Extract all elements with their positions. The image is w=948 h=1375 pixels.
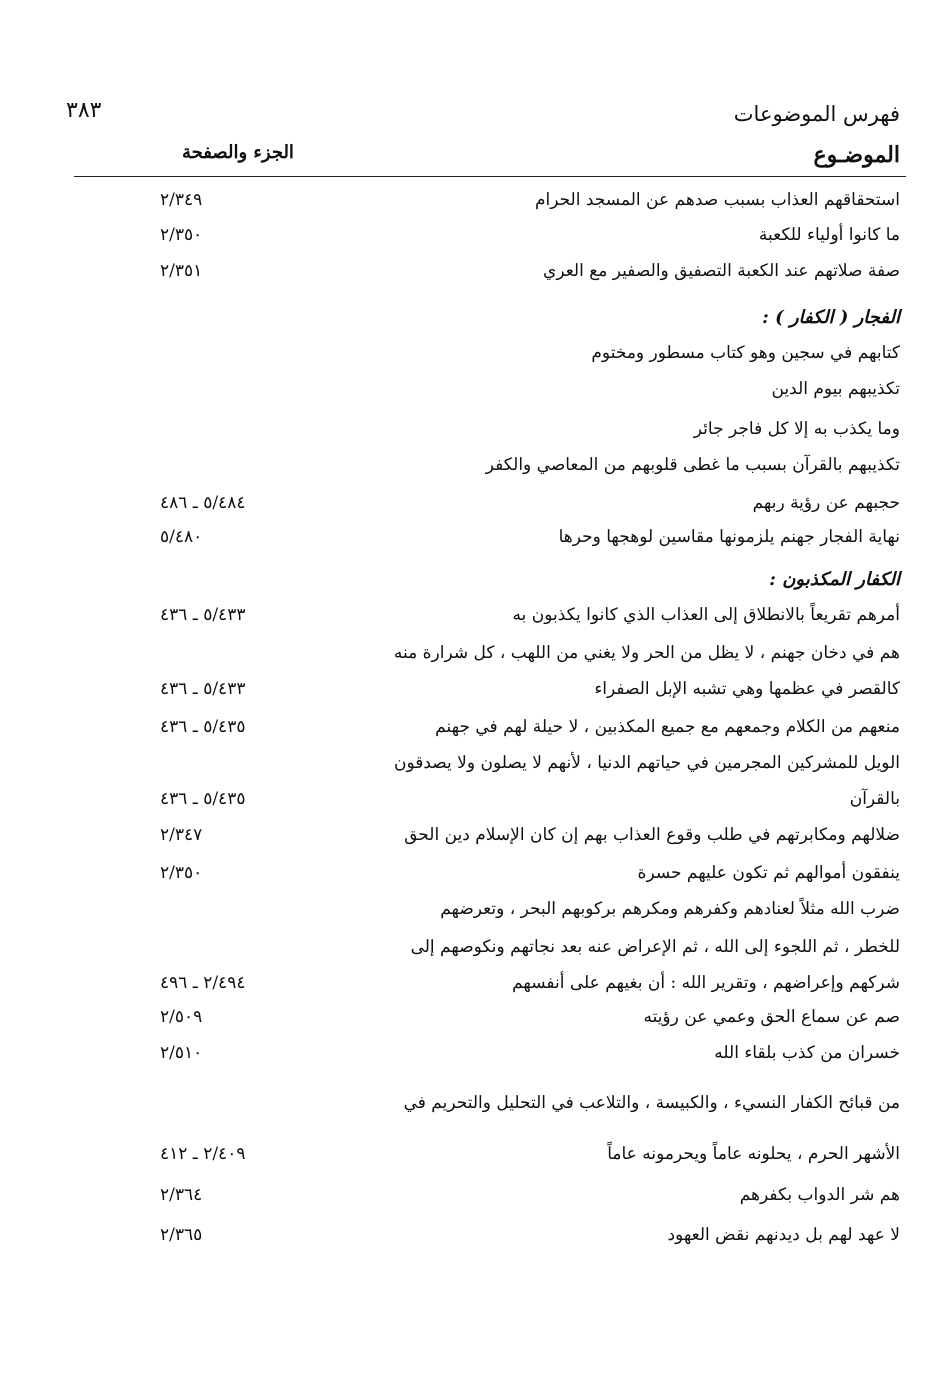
topic-text: صم عن سماع الحق وعمي عن رؤيته — [643, 1007, 900, 1027]
volume-page-ref: ٥/٤٨٤ ـ ٤٨٦ — [160, 493, 246, 513]
topic-text: شركهم وإعراضهم ، وتقرير الله : أن بغيهم على أنفسهم — [512, 973, 900, 993]
section-heading-row — [0, 563, 948, 599]
volume-page-ref: ٢/٣٥١ — [160, 261, 203, 281]
index-row — [0, 967, 948, 1003]
topic-text: بالقرآن — [849, 789, 900, 809]
column-header-volume-page: الجزء والصفحة — [182, 142, 294, 163]
volume-page-ref: ٥/٤٣٥ ـ ٤٣٦ — [160, 717, 246, 737]
index-row — [0, 599, 948, 635]
section-heading-row — [0, 301, 948, 337]
index-row — [0, 373, 948, 409]
topic-text: الأشهر الحرم ، يحلونه عاماً ويحرمونه عاماً — [607, 1144, 900, 1164]
volume-page-ref: ٥/٤٣٣ ـ ٤٣٦ — [160, 679, 246, 699]
index-row — [0, 255, 948, 291]
volume-page-ref: ٥/٤٨٠ — [160, 527, 203, 547]
running-title: فهرس الموضوعات — [733, 102, 900, 126]
volume-page-ref: ٥/٤٣٣ ـ ٤٣٦ — [160, 605, 246, 625]
topic-text: استحقاقهم العذاب بسبب صدهم عن المسجد الحرام — [534, 190, 900, 210]
topic-text: تكذيبهم بالقرآن بسبب ما غطى قلوبهم من المعاصي والكفر — [485, 455, 900, 475]
topic-text: كتابهم في سجين وهو كتاب مسطور ومختوم — [591, 343, 900, 363]
topic-text: من قبائح الكفار النسيء ، والكبيسة ، والتلاعب في التحليل والتحريم في — [403, 1093, 900, 1113]
index-row — [0, 449, 948, 485]
topic-text: للخطر ، ثم اللجوء إلى الله ، ثم الإعراض عنه بعد نجاتهم ونكوصهم إلى — [410, 937, 900, 957]
topic-text: أمرهم تقريعاً بالانطلاق إلى العذاب الذي كانوا يكذبون به — [512, 605, 900, 625]
volume-page-ref: ٢/٣٥٠ — [160, 863, 203, 883]
topic-text: كالقصر في عظمها وهي تشبه الإبل الصفراء — [594, 679, 900, 699]
volume-page-ref: ٢/٥١٠ — [160, 1043, 203, 1063]
topic-text: ضلالهم ومكابرتهم في طلب وقوع العذاب بهم إن كان الإسلام دين الحق — [404, 825, 900, 845]
page-number: ٣٨٣ — [66, 98, 102, 123]
topic-text: حجبهم عن رؤية ربهم — [752, 493, 900, 513]
section-heading: الكفار المكذبون : — [769, 569, 900, 590]
index-row — [0, 184, 948, 220]
index-row — [0, 857, 948, 893]
index-row — [0, 819, 948, 855]
index-row — [0, 337, 948, 373]
volume-page-ref: ٢/٣٦٤ — [160, 1185, 203, 1205]
topic-text: نهاية الفجار جهنم يلزمونها مقاسين لوهجها وحرها — [558, 527, 900, 547]
index-row — [0, 673, 948, 709]
topic-text: ضرب الله مثلاً لعنادهم وكفرهم ومكرهم بركوبهم البحر ، وتعرضهم — [440, 899, 900, 919]
topic-text: تكذيبهم بيوم الدين — [771, 379, 900, 399]
topic-text: ما كانوا أولياء للكعبة — [758, 225, 900, 245]
volume-page-ref: ٢/٤٠٩ ـ ٤١٢ — [160, 1144, 246, 1164]
topic-text: خسران من كذب بلقاء الله — [714, 1043, 900, 1063]
volume-page-ref: ٥/٤٣٥ ـ ٤٣٦ — [160, 789, 246, 809]
index-row — [0, 413, 948, 449]
volume-page-ref: ٢/٥٠٩ — [160, 1007, 203, 1027]
volume-page-ref: ٢/٤٩٤ ـ ٤٩٦ — [160, 973, 246, 993]
index-row — [0, 711, 948, 747]
index-row — [0, 893, 948, 929]
index-row — [0, 1087, 948, 1123]
index-row — [0, 637, 948, 673]
topic-text: الويل للمشركين المجرمين في حياتهم الدنيا ، لأنهم لا يصلون ولا يصدقون — [393, 753, 900, 773]
index-row — [0, 219, 948, 255]
topic-text: هم في دخان جهنم ، لا يظل من الحر ولا يغني من اللهب ، كل شرارة منه — [393, 643, 900, 663]
index-row — [0, 487, 948, 523]
volume-page-ref: ٢/٣٦٥ — [160, 1225, 203, 1245]
index-row — [0, 931, 948, 967]
index-row — [0, 1037, 948, 1073]
index-row — [0, 1219, 948, 1255]
index-row — [0, 521, 948, 557]
volume-page-ref: ٢/٣٤٩ — [160, 190, 203, 210]
topic-text: لا عهد لهم بل ديدنهم نقض العهود — [667, 1225, 900, 1245]
volume-page-ref: ٢/٣٤٧ — [160, 825, 203, 845]
topic-text: منعهم من الكلام وجمعهم مع جميع المكذبين ، لا حيلة لهم في جهنم — [435, 717, 900, 737]
topic-text: صفة صلاتهم عند الكعبة التصفيق والصفير مع العري — [543, 261, 900, 281]
column-header-topic: الموضـوع — [813, 142, 900, 168]
index-row — [0, 1001, 948, 1037]
topic-text: ينفقون أموالهم ثم تكون عليهم حسرة — [637, 863, 900, 883]
topic-text: وما يكذب به إلا كل فاجر جائر — [693, 419, 900, 439]
topic-text: هم شر الدواب بكفرهم — [739, 1185, 900, 1205]
volume-page-ref: ٢/٣٥٠ — [160, 225, 203, 245]
index-row — [0, 1138, 948, 1174]
index-row — [0, 747, 948, 783]
index-row — [0, 783, 948, 819]
section-heading: الفجار ( الكفار ) : — [762, 307, 900, 328]
index-row — [0, 1179, 948, 1215]
